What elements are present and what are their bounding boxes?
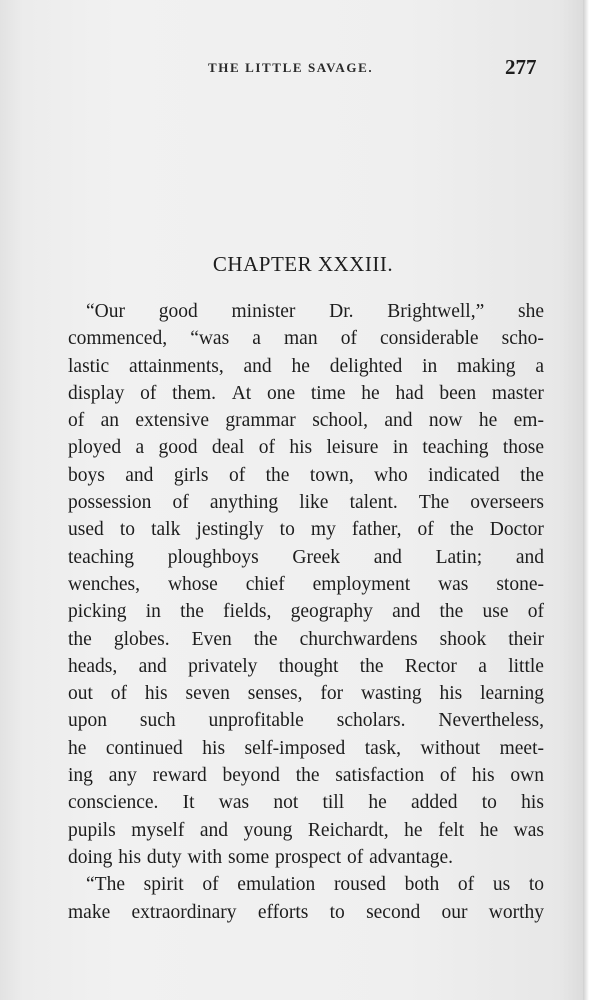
text-line: heads, and privately thought the Rector a little: [68, 655, 544, 677]
text-line: ployed a good deal of his leisure in teaching those: [68, 437, 544, 459]
chapter-title: CHAPTER XXXIII.: [212, 252, 394, 276]
text-line: make extraordinary efforts to second our worthy: [68, 901, 544, 923]
page-edge: [583, 0, 589, 1000]
text-line: used to talk jestingly to my father, of the Doctor: [68, 519, 544, 541]
text-line: wenches, whose chief employment was stone-: [68, 573, 544, 595]
text-line: “The spirit of emulation roused both of us to: [86, 874, 544, 896]
body-text: [68, 298, 544, 926]
text-line: lastic attainments, and he delighted in making a: [68, 355, 544, 377]
text-line: ing any reward beyond the satisfaction of his own: [68, 765, 544, 787]
text-line: the globes. Even the churchwardens shook their: [68, 628, 544, 650]
text-line: upon such unprofitable scholars. Nevertheless,: [68, 710, 544, 732]
page-number: 277: [505, 55, 537, 79]
text-line: picking in the fields, geography and the use of: [68, 601, 544, 623]
running-head: THE LITTLE SAVAGE.: [208, 60, 374, 75]
text-line: “Our good minister Dr. Brightwell,” she: [86, 301, 544, 322]
text-line: commenced, “was a man of considerable scho-: [68, 328, 544, 350]
text-line: he continued his self-imposed task, without meet-: [68, 737, 544, 759]
text-line: doing his duty with some prospect of advantage.: [68, 846, 454, 868]
text-line: out of his seven senses, for wasting his learning: [68, 683, 544, 705]
text-line: of an extensive grammar school, and now he em-: [68, 410, 544, 432]
text-line: possession of anything like talent. The overseers: [68, 492, 544, 514]
text-line: teaching ploughboys Greek and Latin; and: [68, 546, 544, 568]
text-line: boys and girls of the town, who indicated the: [68, 464, 544, 486]
text-line: conscience. It was not till he added to his: [68, 792, 544, 814]
text-line: display of them. At one time he had been master: [68, 382, 544, 404]
text-line: pupils myself and young Reichardt, he felt he was: [68, 819, 544, 841]
